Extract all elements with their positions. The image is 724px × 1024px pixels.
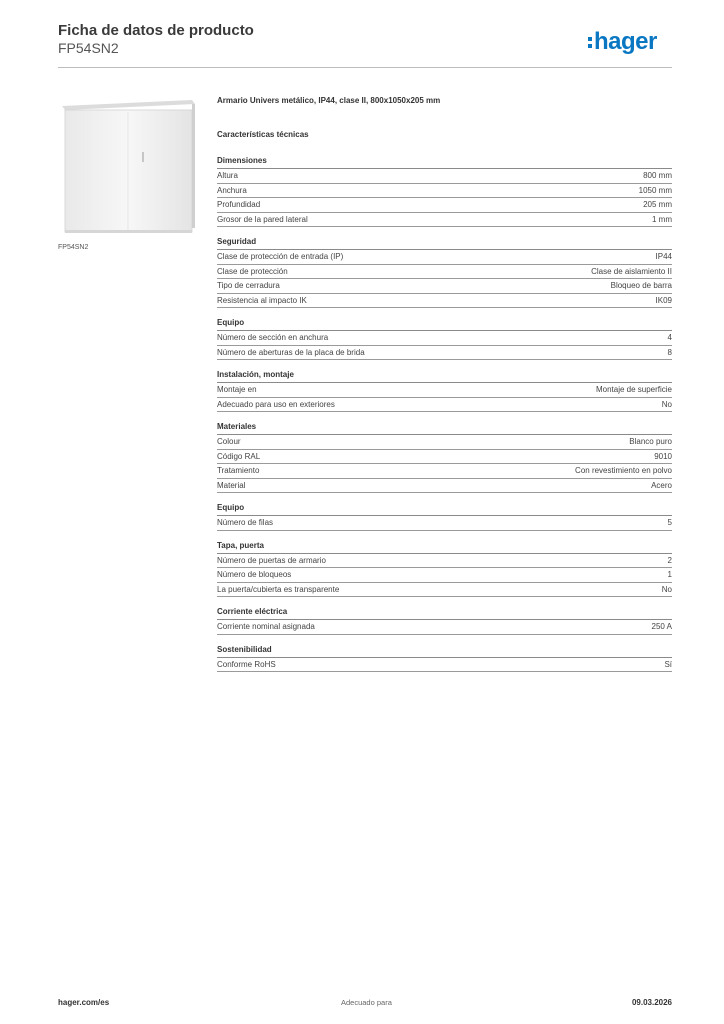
cabinet-product-image: [58, 96, 198, 240]
spec-section: [217, 156, 672, 227]
spec-value: 9010: [654, 451, 672, 461]
spec-value: 5: [667, 518, 672, 528]
spec-row: [217, 568, 672, 583]
spec-row: [217, 479, 672, 494]
spec-section: [217, 237, 672, 308]
spec-value: 2: [667, 555, 672, 565]
spec-label: Adecuado para uso en exteriores: [217, 399, 335, 409]
spec-label: Número de filas: [217, 518, 274, 528]
section-title: Materiales: [217, 422, 672, 435]
spec-value: No: [661, 584, 672, 594]
spec-label: Corriente nominal asignada: [217, 622, 315, 632]
spec-section: [217, 645, 672, 673]
spec-label: La puerta/cubierta es transparente: [217, 584, 340, 594]
spec-label: Código RAL: [217, 451, 261, 461]
spec-value: Clase de aislamiento II: [591, 266, 672, 276]
footer-date: 09.03.2026: [631, 998, 672, 1007]
hager-logo[interactable]: [588, 28, 657, 56]
spec-label: Profundidad: [217, 200, 261, 210]
logo-text: hager: [594, 28, 657, 55]
section-title: Sostenibilidad: [217, 645, 672, 658]
spec-row: [217, 464, 672, 479]
spec-value: 800 mm: [643, 171, 672, 181]
header-divider: [58, 67, 672, 68]
spec-row: [217, 184, 672, 199]
spec-row: [217, 331, 672, 346]
spec-row: [217, 516, 672, 531]
spec-row: [217, 554, 672, 569]
spec-section: [217, 607, 672, 635]
spec-section: [217, 503, 672, 531]
spec-value: 8: [667, 347, 672, 357]
spec-row: [217, 213, 672, 228]
section-title: Dimensiones: [217, 156, 672, 169]
spec-row: [217, 250, 672, 265]
spec-value: IP44: [655, 252, 672, 262]
page-title: Ficha de datos de producto: [58, 22, 254, 39]
spec-label: Número de bloqueos: [217, 570, 292, 580]
section-title: Seguridad: [217, 237, 672, 250]
spec-value: No: [661, 399, 672, 409]
spec-row: [217, 265, 672, 280]
spec-label: Conforme RoHS: [217, 659, 276, 669]
spec-row: [217, 658, 672, 673]
spec-row: [217, 346, 672, 361]
spec-value: 250 A: [651, 622, 672, 632]
spec-label: Montaje en: [217, 385, 257, 395]
section-title: Tapa, puerta: [217, 541, 672, 554]
spec-section: [217, 370, 672, 412]
spec-row: [217, 435, 672, 450]
spec-label: Altura: [217, 171, 238, 181]
spec-label: Anchura: [217, 185, 247, 195]
spec-row: [217, 450, 672, 465]
spec-label: Clase de protección de entrada (IP): [217, 252, 344, 262]
spec-label: Número de sección en anchura: [217, 333, 329, 343]
spec-row: [217, 383, 672, 398]
spec-label: Colour: [217, 437, 241, 447]
spec-label: Resistencia al impacto IK: [217, 295, 307, 305]
spec-value: 1: [667, 570, 672, 580]
product-description: Armario Univers metálico, IP44, clase II, 800x1050x205 mm: [217, 96, 441, 105]
spec-value: 205 mm: [643, 200, 672, 210]
spec-content: [217, 96, 672, 672]
spec-row: [217, 583, 672, 598]
spec-value: 4: [667, 333, 672, 343]
spec-value: Bloqueo de barra: [610, 281, 672, 291]
spec-section: [217, 318, 672, 360]
footer-website-link[interactable]: hager.com/es: [58, 998, 110, 1007]
section-title: Corriente eléctrica: [217, 607, 672, 620]
spec-value: Blanco puro: [629, 437, 672, 447]
spec-sections: [217, 156, 672, 672]
spec-value: Acero: [651, 480, 672, 490]
spec-row: [217, 620, 672, 635]
spec-label: Número de aberturas de la placa de brida: [217, 347, 365, 357]
spec-label: Grosor de la pared lateral: [217, 214, 308, 224]
spec-value: 1050 mm: [638, 185, 672, 195]
spec-label: Material: [217, 480, 246, 490]
spec-value: Sí: [664, 659, 672, 669]
spec-row: [217, 294, 672, 309]
spec-label: Clase de protección: [217, 266, 288, 276]
spec-label: Tratamiento: [217, 466, 260, 476]
spec-value: 1 mm: [652, 214, 672, 224]
spec-row: [217, 398, 672, 413]
spec-section: [217, 541, 672, 598]
spec-row: [217, 169, 672, 184]
footer-center-text: Adecuado para: [341, 998, 392, 1007]
spec-row: [217, 198, 672, 213]
spec-value: Montaje de superficie: [595, 385, 672, 395]
spec-section: [217, 422, 672, 493]
tech-characteristics-heading: Características técnicas: [217, 130, 309, 139]
section-title: Equipo: [217, 503, 672, 516]
logo-dots-icon: [588, 37, 592, 48]
spec-label: Número de puertas de armario: [217, 555, 326, 565]
image-caption: FP54SN2: [58, 244, 89, 251]
spec-value: IK09: [655, 295, 672, 305]
spec-label: Tipo de cerradura: [217, 281, 280, 291]
section-title: Equipo: [217, 318, 672, 331]
product-code-subtitle: FP54SN2: [58, 40, 119, 56]
section-title: Instalación, montaje: [217, 370, 672, 383]
spec-row: [217, 279, 672, 294]
spec-value: Con revestimiento en polvo: [575, 466, 672, 476]
